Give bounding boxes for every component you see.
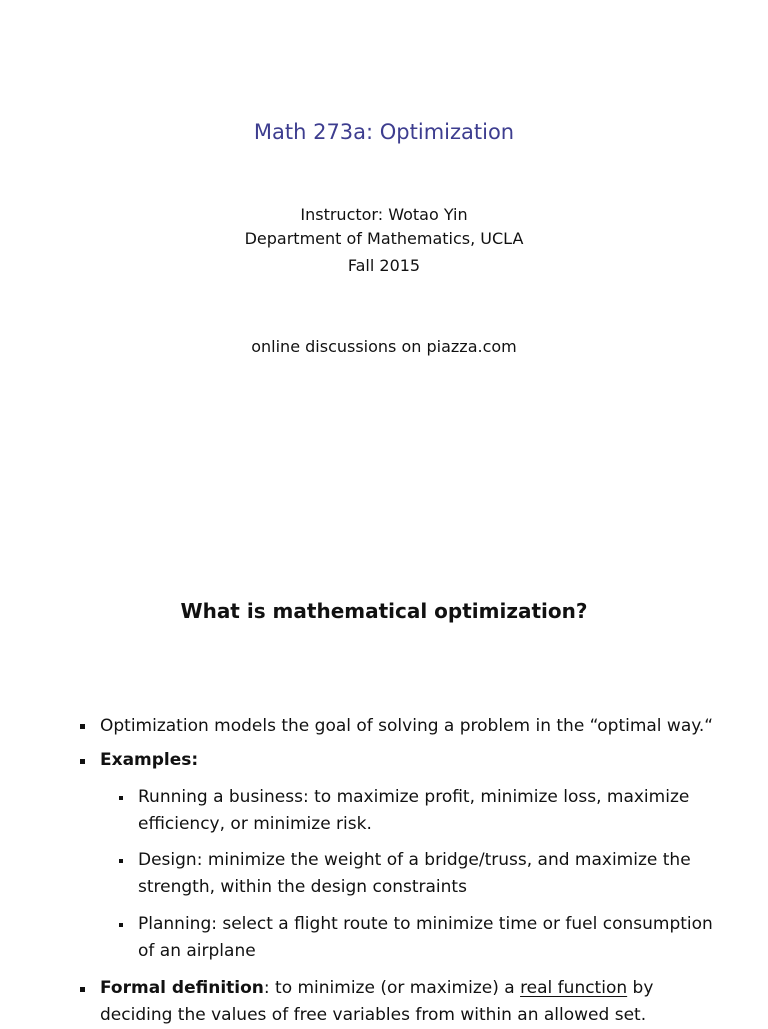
bullet-examples	[100, 747, 198, 774]
formal-definition-label: Formal definition	[100, 978, 264, 998]
formal-definition-text-2: by deciding the values of free variables from within an allowed set.	[100, 978, 654, 1025]
page-title: Math 273a: Optimization	[253, 120, 515, 144]
sub-bullet-planning: Planning: select a flight route to minimize time or fuel consumption of an airplane	[138, 914, 713, 961]
instructor-line: Instructor: Wotao Yin	[300, 205, 468, 224]
real-function-link[interactable]: real function	[520, 978, 628, 998]
bullet-optimization-models: Optimization models the goal of solving a problem in the “optimal way.“	[100, 716, 714, 736]
bullet-marker	[80, 724, 85, 729]
bullet-marker	[80, 759, 85, 764]
sub-bullet-design: Design: minimize the weight of a bridge/truss, and maximize the strength, within the design constraints	[138, 850, 691, 897]
sub-bullet-marker	[119, 859, 123, 863]
department-line: Department of Mathematics, UCLA	[244, 229, 524, 248]
section-heading: What is mathematical optimization?	[180, 599, 588, 623]
bullet-formal-definition	[100, 975, 720, 1029]
sub-bullet-marker	[119, 796, 123, 800]
term-line: Fall 2015	[347, 256, 421, 275]
discussion-line: online discussions on piazza.com	[251, 337, 517, 356]
sub-bullet-business: Running a business: to maximize profit, minimize loss, maximize efficiency, or minimize risk.	[138, 787, 690, 834]
formal-definition-text-1: : to minimize (or maximize) a	[263, 978, 521, 998]
sub-bullet-marker	[119, 923, 123, 927]
bullet-marker	[80, 987, 85, 992]
examples-label: Examples:	[100, 750, 199, 770]
